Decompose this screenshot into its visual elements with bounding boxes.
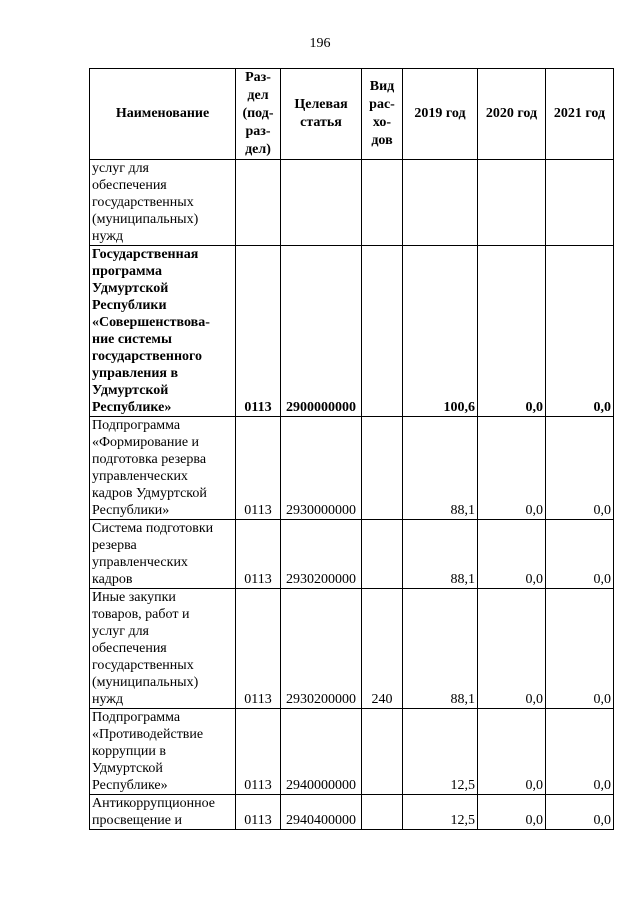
cell-name: Антикоррупционное просвещение и [90,795,236,830]
cell-section [236,160,281,246]
cell-type [362,709,403,795]
cell-2019: 88,1 [403,589,478,709]
cell-name: Подпрограмма «Формирование и подготовка резерва управленческих кадров Удмуртской Республики» [90,417,236,520]
cell-section: 0113 [236,520,281,589]
cell-2019: 88,1 [403,520,478,589]
cell-name: Система подготовки резерва управленческих кадров [90,520,236,589]
cell-section: 0113 [236,246,281,417]
table-row [90,795,614,830]
cell-2020: 0,0 [478,417,546,520]
cell-name: Иные закупки товаров, работ и услуг для обеспечения государственных (муниципальных) нужд [90,589,236,709]
cell-type [362,417,403,520]
cell-2019 [403,160,478,246]
cell-2020: 0,0 [478,709,546,795]
cell-target: 2940400000 [281,795,362,830]
cell-section: 0113 [236,417,281,520]
cell-target: 2930200000 [281,589,362,709]
cell-2020: 0,0 [478,589,546,709]
cell-2020 [478,160,546,246]
header-2019: 2019 год [403,69,478,160]
table-row [90,520,614,589]
cell-name: Подпрограмма «Противодействие коррупции в Удмуртской Республике» [90,709,236,795]
cell-2021: 0,0 [546,417,614,520]
cell-section: 0113 [236,795,281,830]
cell-2019: 88,1 [403,417,478,520]
cell-section: 0113 [236,589,281,709]
cell-target: 2900000000 [281,246,362,417]
cell-section: 0113 [236,709,281,795]
header-target: Целевая статья [281,69,362,160]
table-row [90,246,614,417]
cell-2021: 0,0 [546,246,614,417]
cell-2021: 0,0 [546,795,614,830]
cell-2020: 0,0 [478,246,546,417]
cell-target [281,160,362,246]
header-name: Наименование [90,69,236,160]
cell-2021: 0,0 [546,589,614,709]
table-row [90,417,614,520]
cell-2021: 0,0 [546,709,614,795]
cell-2021 [546,160,614,246]
table-row [90,709,614,795]
header-type: Вид рас- хо- дов [362,69,403,160]
cell-2019: 100,6 [403,246,478,417]
cell-target: 2930200000 [281,520,362,589]
cell-2020: 0,0 [478,520,546,589]
header-2020: 2020 год [478,69,546,160]
cell-2020: 0,0 [478,795,546,830]
cell-type [362,160,403,246]
cell-target: 2930000000 [281,417,362,520]
cell-name: Государственная программа Удмуртской Республики «Совершенствова- ние системы государственного управления в Удмуртской Республике» [90,246,236,417]
header-2021: 2021 год [546,69,614,160]
table-row [90,589,614,709]
cell-type: 240 [362,589,403,709]
cell-type [362,246,403,417]
table-row [90,160,614,246]
cell-2019: 12,5 [403,709,478,795]
cell-2021: 0,0 [546,520,614,589]
budget-table [89,68,614,830]
cell-2019: 12,5 [403,795,478,830]
cell-target: 2940000000 [281,709,362,795]
page-number: 196 [309,36,331,51]
header-section: Раз- дел (под- раз- дел) [236,69,281,160]
cell-type [362,795,403,830]
cell-name: услуг для обеспечения государственных (муниципальных) нужд [90,160,236,246]
table-header-row [90,69,614,160]
cell-type [362,520,403,589]
